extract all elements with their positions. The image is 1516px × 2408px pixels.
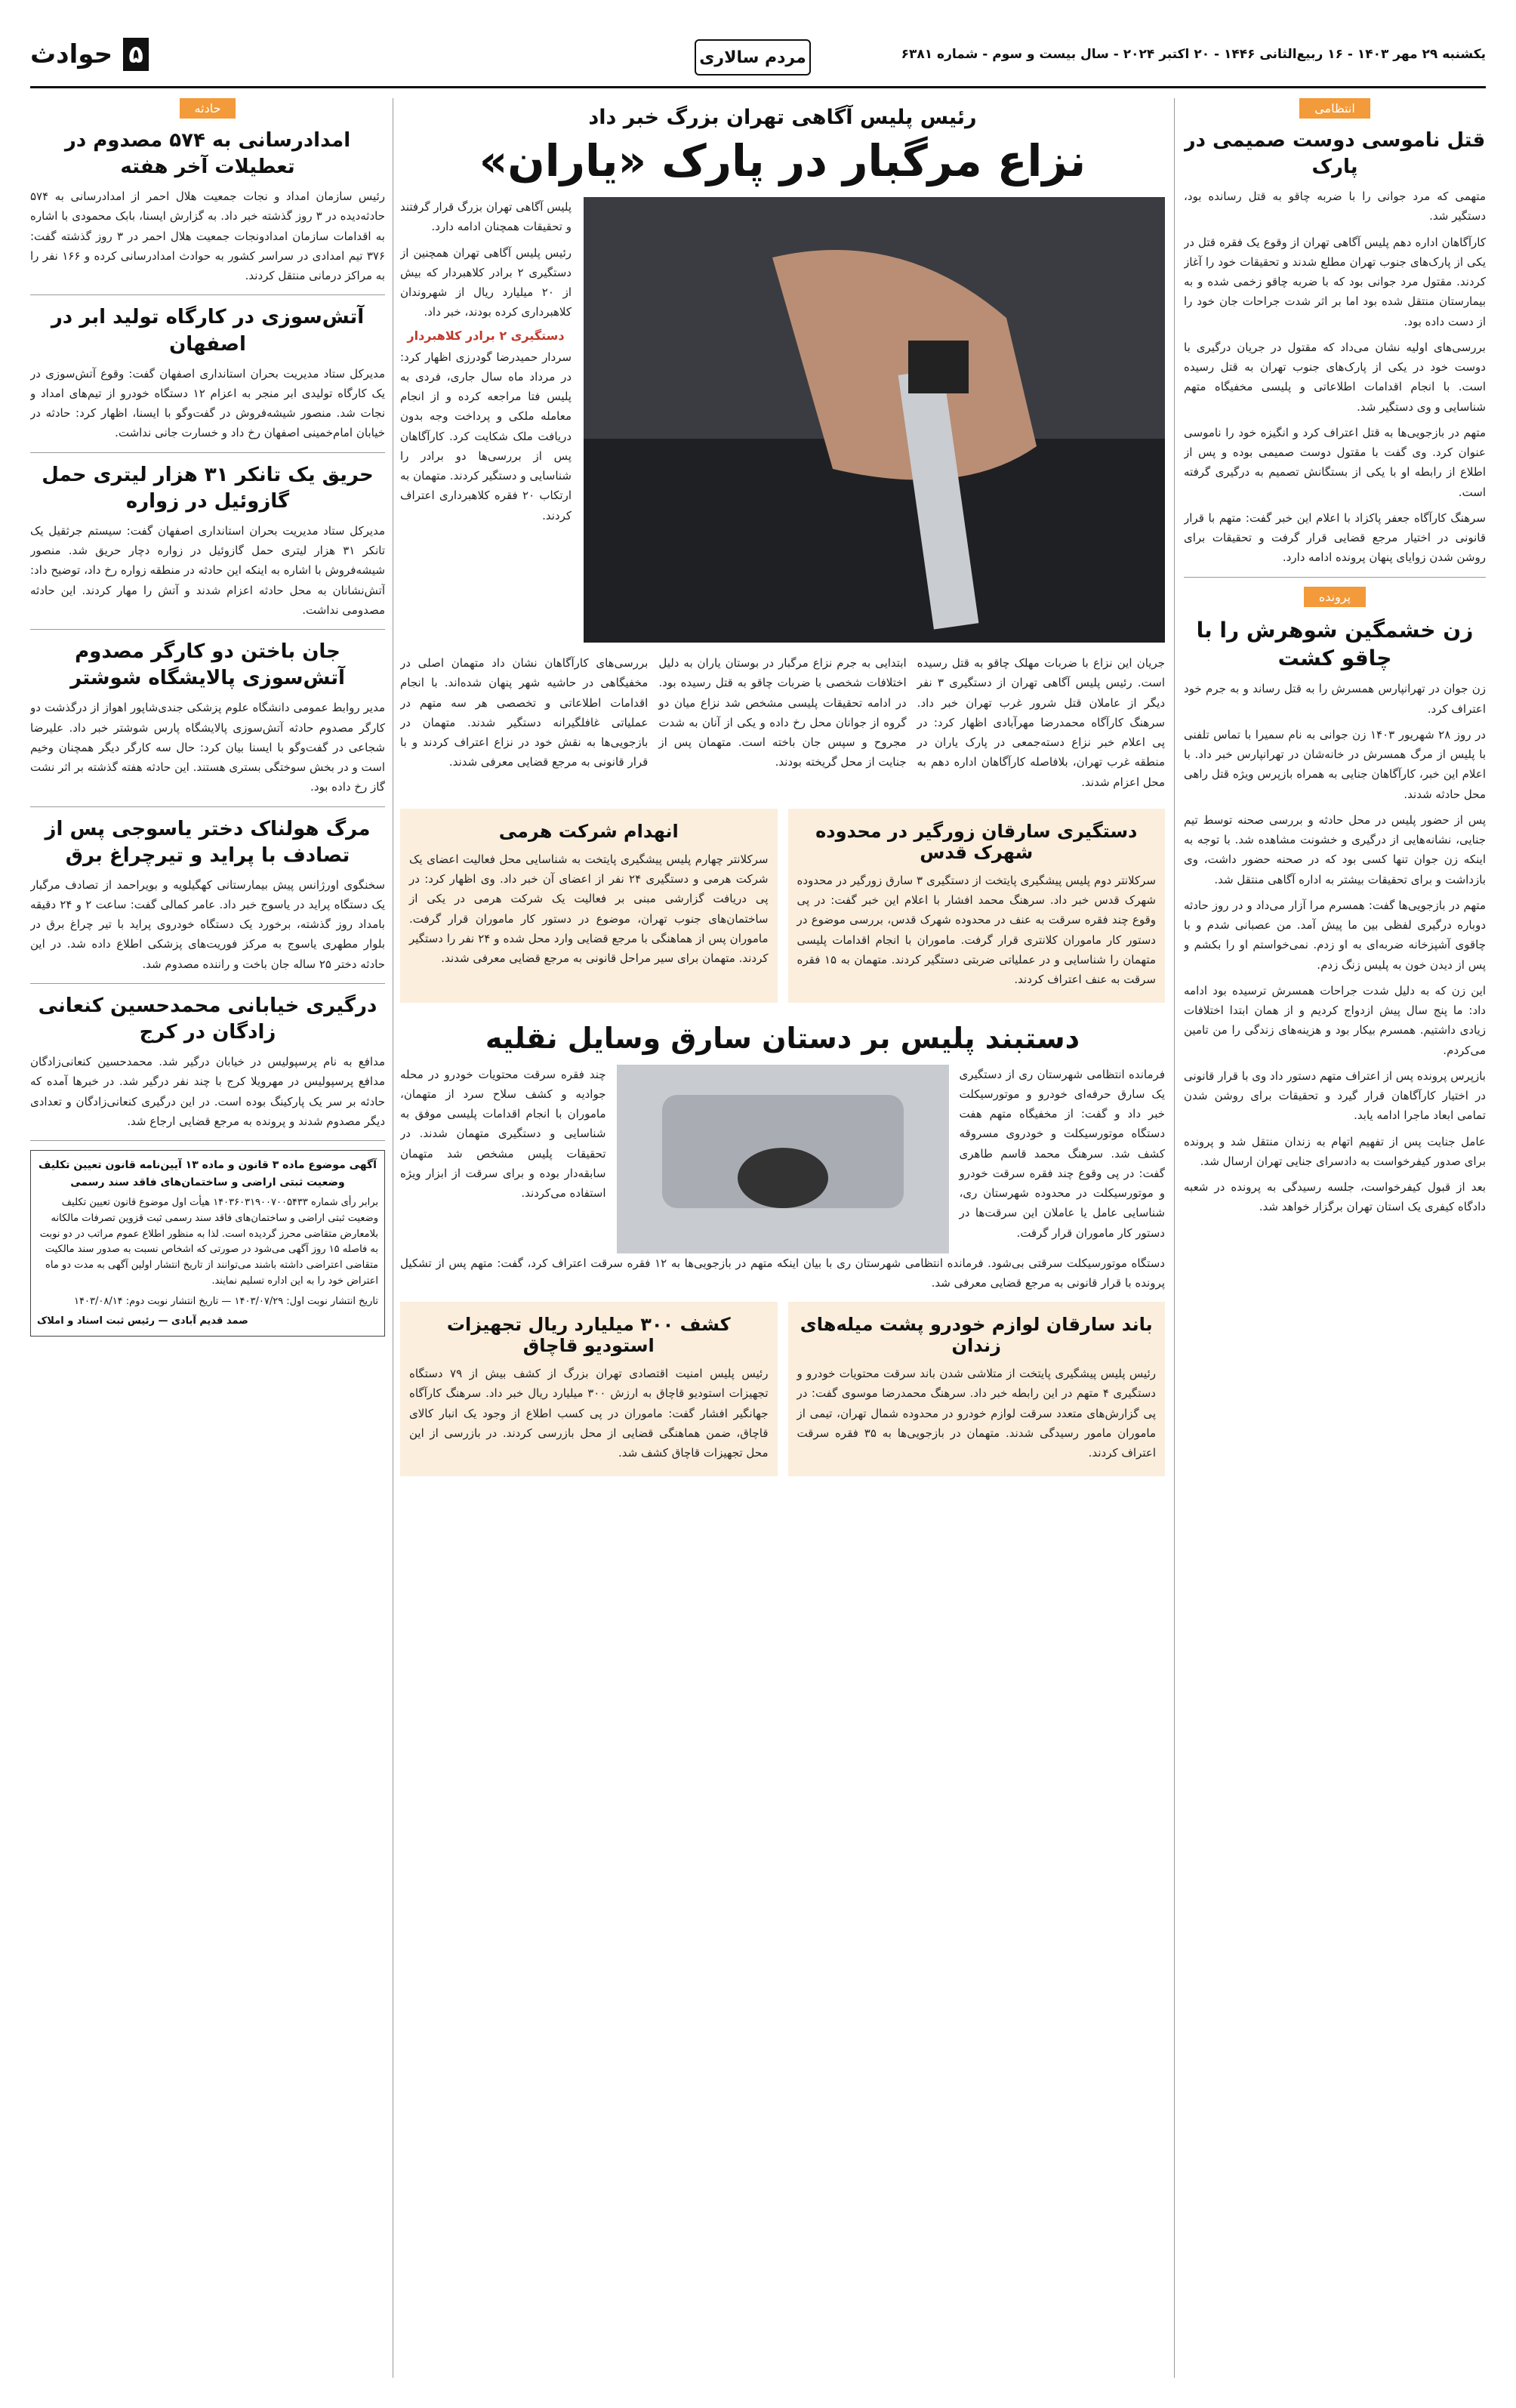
section-tag: انتظامی <box>1299 98 1370 119</box>
section-header <box>30 38 149 71</box>
article-title: دستبند پلیس بر دستان سارق وسایل نقلیه <box>485 1022 1080 1056</box>
car-thief-photo <box>617 1065 949 1253</box>
masthead <box>30 33 1486 88</box>
feature-box <box>788 809 1166 1004</box>
legal-notice <box>30 1150 385 1337</box>
right-column <box>1184 98 1486 2378</box>
article-title: درگیری خیابانی محمدحسین کنعانی زادگان در کرج <box>38 994 377 1044</box>
column-rule <box>1174 98 1175 2378</box>
feature-box <box>400 1302 778 1476</box>
feature-box <box>400 809 778 1004</box>
article-paragraph: در روز ۲۸ شهریور ۱۴۰۳ زن جوانی به نام سمیرا با تماس تلفنی با پلیس از مرگ همسرش در خانه‌شان در تهرانپارس خبر داد. با اعلام این خبر، کارآگاهان جنایی به همراه بازپرس ویژه قتل راهی محل حادثه شدند. <box>1184 727 1486 801</box>
article-subhead: دستگیری ۲ برادر کلاهبردار <box>407 328 565 343</box>
lower-boxes-row <box>400 1302 1165 1476</box>
article-paragraph: مدیرکل ستاد مدیریت بحران استانداری اصفهان گفت: سیستم جرثقیل یک تانکر ۳۱ هزار لیتری حمل گازوئیل در زواره دچار حریق شد. منصور شیشه‌فروش با اشاره به اینکه این حادثه در منطقه زواره رخ داد، توضیح داد: آتش‌نشانان به محل حادثه اعزام شدند و آتش را مهار کردند. این حادثه مصدومی نداشت. <box>30 523 385 617</box>
article-paragraph: رئیس سازمان امداد و نجات جمعیت هلال احمر از امدادرسانی به ۵۷۴ حادثه‌دیده در ۳ روز گذشته خبر داد. به گزارش ایسنا، بابک محمودی با اشاره به اقدامات سازمان امدادونجات جمعیت هلال احمر در ۳ روز گذشته گفت: ۳۷۶ تیم امدادی در سراسر کشور به حوادث امدادرسانی کرده و ۱۶۶ نفر را به مراکز درمانی منتقل کردند. <box>30 190 385 283</box>
section-tag: حادثه <box>180 98 236 119</box>
notice-title: آگهی موضوع ماده ۳ قانون و ماده ۱۳ آیین‌نامه قانون تعیین تکلیف وضعیت ثبتی اراضی و ساختمان‌های فاقد سند رسمی <box>39 1159 377 1189</box>
article-paragraph: عامل جنایت پس از تفهیم اتهام به زندان منتقل شد و پرونده برای صدور کیفرخواست به دادسرای جنایی تهران ارسال شد. <box>1184 1134 1486 1168</box>
knife-illustration <box>584 197 1165 643</box>
section-title: حوادث <box>30 39 113 69</box>
page-number: ۵ <box>123 38 149 71</box>
article-paragraph: رئیس پلیس آگاهی تهران همچنین از دستگیری ۲ برادر کلاهبردار که بیش از ۲۰ میلیارد ریال از شهروندان کلاهبرداری کرده بودند، خبر داد. <box>400 245 572 319</box>
main-body-columns <box>400 653 1165 798</box>
article-paragraph: متهمی که مرد جوانی را با ضربه چاقو به قتل رسانده بود، دستگیر شد. <box>1184 190 1486 224</box>
article-paragraph: بررسی‌های کارآگاهان نشان داد متهمان اصلی در مخفیگاهی در حاشیه شهر پنهان شده‌اند. با انجام اقدامات اطلاعاتی و تخصصی هر سه متهم در عملیاتی غافلگیرانه دستگیر شدند. متهمان در بازجویی‌ها به نقش خود در نزاع اعتراف کردند و با قرار قانونی به مرجع قضایی معرفی شدند. <box>400 656 649 769</box>
article-paragraph: بعد از قبول کیفرخواست، جلسه رسیدگی به پرونده در شعبه دادگاه کیفری یک استان تهران برگزار خواهد شد. <box>1184 1180 1486 1214</box>
middle-column <box>400 98 1165 2378</box>
article-paragraph: سرهنگ کارآگاه جعفر پاکزاد با اعلام این خبر گفت: متهم با قرار قانونی در اختیار مرجع قضایی قرار گرفت و تحقیقات برای روشن شدن زوایای پنهان پرونده ادامه دارد. <box>1184 510 1486 565</box>
article-paragraph: پس از حضور پلیس در محل حادثه و بررسی صحنه توسط تیم جنایی، نشانه‌هایی از درگیری و خشونت مشاهده شد. با توجه به اینکه زن جوان تنها کسی بود که در صحنه حضور داشت، وی بازداشت و برای تحقیقات بیشتر به اداره آگاهی منتقل شد. <box>1184 812 1486 886</box>
article-paragraph: کارآگاهان اداره دهم پلیس آگاهی تهران از وقوع یک فقره قتل در یکی از پارک‌های جنوب تهران مطلع شدند و تحقیقات خود را آغاز کردند. مقتول مرد جوانی بود که با ضربه چاقو زخمی شده و به بیمارستان منتقل شده بود اما بر اثر شدت جراحات جان خود را از دست داده بود. <box>1184 235 1486 328</box>
car-illustration <box>617 1065 949 1253</box>
article-title: امدادرسانی به ۵۷۴ مصدوم در تعطیلات آخر هفته <box>64 129 351 179</box>
box-title: انهدام شرکت هرمی <box>498 820 679 842</box>
article-paragraph: مدافع به نام پرسپولیس در خیابان درگیر شد. محمدحسین کنعانی‌زادگان مدافع پرسپولیس در مهرویلا کرج با چند نفر درگیر شد. در خبرها آمده که حادثه بر سر یک پارکینگ بوده است. در این درگیری کنعانی‌زادگان و تعدادی دیگر مصدوم شدند و پرونده به مرجع قضایی ارجاع شد. <box>30 1055 385 1128</box>
main-headline: نزاع مرگبار در پارک «یاران» <box>479 135 1086 187</box>
article-paragraph: متهم در بازجویی‌ها گفت: همسرم مرا آزار می‌داد و در روز حادثه دوباره درگیری لفظی بین ما پیش آمد. من عصبانی شدم و با چاقوی آشپزخانه ضربه‌ای به او زدم. نمی‌خواستم او را بکشم و پس از دیدن خون به پلیس زنگ زدم. <box>1184 898 1486 972</box>
newspaper-logo: مردم سالاری <box>695 39 811 76</box>
headline-kicker: رئیس پلیس آگاهی تهران بزرگ خبر داد <box>588 106 977 129</box>
article-paragraph: این زن که به دلیل شدت جراحات همسرش ترسیده بود ادامه داد: ما پنج سال پیش ازدواج کردیم و از همان ابتدا اختلافات زیادی داشتیم. همسرم بیکار بود و هزینه‌های زندگی را من تامین می‌کردم. <box>1184 983 1486 1057</box>
box-paragraph: رئیس پلیس امنیت اقتصادی تهران بزرگ از کشف بیش از ۷۹ دستگاه تجهیزات استودیو قاچاق به ارزش ۳۰۰ میلیارد ریال خبر داد. سرهنگ کارآگاه جهانگیر افشار گفت: ماموران در پی کسب اطلاع از وجود یک انبار کالای قاچاق، ضمن هماهنگی قضایی از محل بازرسی کردند. در بازرسی از این محل تجهیزات قاچاق کشف شد. <box>409 1367 769 1460</box>
article-paragraph: مدیر روابط عمومی دانشگاه علوم پزشکی جندی‌شاپور اهواز از درگذشت دو کارگر مصدوم حادثه آتش‌سوزی پالایشگاه پارس شوشتر خبر داد. علیرضا شجاعی در گفت‌وگو با ایسنا بیان کرد: حال سه کارگر دیگر همچنان وخیم است و در بخش سوختگی بستری هستند. این حادثه هفته گذشته بر اثر نشت گاز رخ داده بود. <box>30 701 385 794</box>
box-paragraph: سرکلانتر چهارم پلیس پیشگیری پایتخت به شناسایی محل فعالیت اعضای یک شرکت هرمی و دستگیری ۲۴ نفر از اعضای آن خبر داد. وی اظهار کرد: در پی دریافت گزارشی مبنی بر فعالیت یک شرکت هرمی در یکی از ساختمان‌های جنوب تهران، موضوع در دستور کار ماموران قرار گرفت. ماموران پس از هماهنگی با مرجع قضایی وارد محل شده و ۲۴ نفر را دستگیر کردند. متهمان برای سیر مراحل قانونی به مرجع قضایی معرفی شدند. <box>409 852 769 965</box>
article-paragraph: متهم در بازجویی‌ها به قتل اعتراف کرد و انگیزه خود را ناموسی عنوان کرد. وی گفت با مقتول دوست صمیمی بوده و پس از اطلاع از رابطه او با یکی از بستگانش تصمیم به درگیری گرفته است. <box>1184 425 1486 499</box>
lead-text <box>400 197 572 643</box>
article-paragraph: مدیرکل ستاد مدیریت بحران استانداری اصفهان گفت: وقوع آتش‌سوزی در یک کارگاه تولیدی ابر منجر به اعزام ۱۲ دستگاه خودرو از تیم‌های امداد و نجات شد. منصور شیشه‌فروش در گفت‌وگو با ایسنا، اظهار کرد: حادثه در خیابان امام‌خمینی اصفهان رخ داد و خسارت جانی نداشت. <box>30 366 385 440</box>
box-title: کشف ۳۰۰ میلیارد ریال تجهیزات استودیو قاچاق <box>446 1314 731 1357</box>
article-title: زن خشمگین شوهرش را با چاقو کشت <box>1196 617 1474 671</box>
article-title: قتل ناموسی دوست صمیمی در پارک <box>1184 129 1486 179</box>
section-tag: پرونده <box>1304 587 1366 607</box>
feature-boxes-row <box>400 809 1165 1004</box>
left-column <box>30 98 385 2378</box>
article-title: حریق یک تانکر ۳۱ هزار لیتری حمل گازوئیل در زواره <box>42 463 374 513</box>
article-paragraph: فرمانده انتظامی شهرستان ری از دستگیری یک سارق حرفه‌ای خودرو و موتورسیکلت خبر داد و گفت: از مخفیگاه متهم هفت دستگاه موتورسیکلت و خودروی مسروقه کشف شد. سرهنگ محمد قاسم طاهری گفت: در پی وقوع چند فقره سرقت خودرو و موتورسیکلت در محدوده شهرستان ری، شناسایی عامل یا عاملان این سرقت‌ها در دستور کار ماموران قرار گرفت. <box>959 1067 1165 1240</box>
article-paragraph: دستگاه موتورسیکلت سرقتی بی‌شود. فرمانده انتظامی شهرستان ری با بیان اینکه متهم در بازجویی‌ها به ۱۲ فقره سرقت اعتراف کرد، گفت: متهم پس از تشکیل پرونده با قرار قانونی به مرجع قضایی معرفی شد. <box>400 1256 1165 1290</box>
article-paragraph: بررسی‌های اولیه نشان می‌داد که مقتول در جریان درگیری با دوست خود در یکی از پارک‌های جنوب تهران به قتل رسیده است. با انجام اقدامات اطلاعاتی و پلیسی مخفیگاه متهم شناسایی و وی دستگیر شد. <box>1184 340 1486 414</box>
article-paragraph: زن جوان در تهرانپارس همسرش را به قتل رساند و به جرم خود اعتراف کرد. <box>1184 682 1486 716</box>
knife-photo <box>584 197 1165 643</box>
box-paragraph: رئیس پلیس پیشگیری پایتخت از متلاشی شدن باند سرقت محتویات خودرو و دستگیری ۴ متهم در این رابطه خبر داد. سرهنگ محمدرضا موسوی گفت: در پی گزارش‌های متعدد سرقت لوازم خودرو در محدوده شمال تهران، تیمی از ماموران مامور رسیدگی شدند. متهمان در بازجویی‌ها به ۳۵ فقره سرقت اعتراف کردند. <box>797 1367 1156 1460</box>
notice-dates: تاریخ انتشار نوبت اول: ۱۴۰۳/۰۷/۲۹ — تاریخ انتشار نوبت دوم: ۱۴۰۳/۰۸/۱۴ <box>74 1295 378 1307</box>
article-paragraph: چند فقره سرقت محتویات خودرو در محله جوادیه و کشف سلاح سرد از متهمان، ماموران با انجام اقدامات پلیسی موفق به شناسایی و دستگیری متهمان شدند. در تحقیقات پلیس مشخص شد متهمان سابقه‌دار بوده و برای سرقت از ابزار ویژه استفاده می‌کردند. <box>400 1067 606 1201</box>
article-paragraph: ابتدایی به جرم نزاع مرگبار در بوستان یاران به دلیل اختلافات شخصی با ضربات چاقو به قتل رسیده بود. در ادامه تحقیقات پلیسی مشخص شد نزاع میان دو گروه از جوانان محل رخ داده و یکی از آنان به شدت مجروح و سپس جان باخته است. متهمان پس از جنایت از محل گریخته بودند. <box>658 656 907 769</box>
article-paragraph: سخنگوی اورژانس پیش بیمارستانی کهگیلویه و بویراحمد از تصادف مرگبار یک دستگاه پراید در یاسوج خبر داد. عامر کمالی گفت: ساعت ۲ و ۲۴ دقیقه بامداد روز گذشته، برخورد یک دستگاه خودروی پراید با تیر چراغ برق در بلوار مطهری یاسوج به مرکز فوریت‌های پزشکی اطلاع داده شد. در این حادثه دختر ۲۵ ساله جان باخت و راننده مصدوم شد. <box>30 877 385 971</box>
dateline: یکشنبه ۲۹ مهر ۱۴۰۳ - ۱۶ ربیع‌الثانی ۱۴۴۶ - ۲۰ اکتبر ۲۰۲۴ - سال بیست و سوم - شماره ۶۳۸۱ <box>901 47 1486 62</box>
box-title: باند سارقان لوازم خودرو پشت میله‌های زندان <box>800 1314 1153 1357</box>
feature-box <box>788 1302 1166 1476</box>
article-title: آتش‌سوزی در کارگاه تولید ابر در اصفهان <box>51 306 365 356</box>
notice-signature: صمد قدیم آبادی — رئیس ثبت اسناد و املاک <box>37 1315 248 1327</box>
article-paragraph: بازپرس پرونده پس از اعتراف متهم دستور داد وی با قرار قانونی در اختیار کارآگاهان قرار گیرد و تحقیقات برای روشن شدن تمامی ابعاد ماجرا ادامه یابد. <box>1184 1068 1486 1123</box>
article-title: جان باختن دو کارگر مصدوم آتش‌سوزی پالایشگاه شوشتر <box>70 640 345 690</box>
notice-body: برابر رأی شماره ۱۴۰۳۶۰۳۱۹۰۰۷۰۰۵۴۳۳ هیأت اول موضوع قانون تعیین تکلیف وضعیت ثبتی اراضی و ساختمان‌های فاقد سند رسمی ثبت قزوین تصرفات مالکانه بلامعارض متقاضی محرز گردیده است. لذا به منظور اطلاع عموم مراتب در دو نوبت به فاصله ۱۵ روز آگهی می‌شود در صورتی که اشخاص نسبت به صدور سند مالکیت متقاضی اعتراضی داشته باشند می‌توانند از تاریخ انتشار اولین آگهی به مدت دو ماه اعتراض خود را به این اداره تسلیم نمایند. <box>39 1196 378 1287</box>
car-theft-story <box>400 1065 1165 1253</box>
article-title: مرگ هولناک دختر یاسوجی پس از تصادف با پراید و تیرچراغ برق <box>45 817 371 867</box>
article-paragraph: پلیس آگاهی تهران بزرگ قرار گرفتند و تحقیقات همچنان ادامه دارد. <box>400 200 572 234</box>
article-paragraph: جریان این نزاع با ضربات مهلک چاقو به قتل رسیده است. رئیس پلیس آگاهی تهران از دستگیری ۳ نفر دیگر از عاملان قتل شرور غرب تهران خبر داد. سرهنگ کارآگاه محمدرضا مهرآبادی اظهار کرد: در پی اعلام خبر نزاع دسته‌جمعی در پارک یاران در منطقه غرب تهران، بلافاصله کارآگاهان اداره دهم به محل اعزام شدند. <box>917 656 1165 789</box>
box-paragraph: سرکلانتر دوم پلیس پیشگیری پایتخت از دستگیری ۳ سارق زورگیر در محدوده شهرک قدس خبر داد. سرهنگ محمد افشار با اعلام این خبر گفت: در پی وقوع چند فقره سرقت به عنف در محدوده شهرک قدس، بررسی موضوع در دستور کار ماموران کلانتری قرار گرفت. ماموران با انجام اقدامات پلیسی متهمان را شناسایی و در عملیاتی ضربتی دستگیر کردند. متهمان به ۱۵ فقره سرقت به عنف اعتراف کردند. <box>797 873 1156 986</box>
article-paragraph: سردار حمیدرضا گودرزی اظهار کرد: در مرداد ماه سال جاری، فردی به پلیس فتا مراجعه کرده و از انجام معامله ملکی و پرداخت وجه بدون دریافت ملک شکایت کرد. کارآگاهان پس از بررسی‌ها دو برادر را شناسایی و دستگیر کردند. متهمان به ارتکاب ۲۰ فقره کلاهبرداری اعتراف کردند. <box>400 350 572 523</box>
box-title: دستگیری سارقان زورگیر در محدوده شهرک قدس <box>815 820 1138 863</box>
